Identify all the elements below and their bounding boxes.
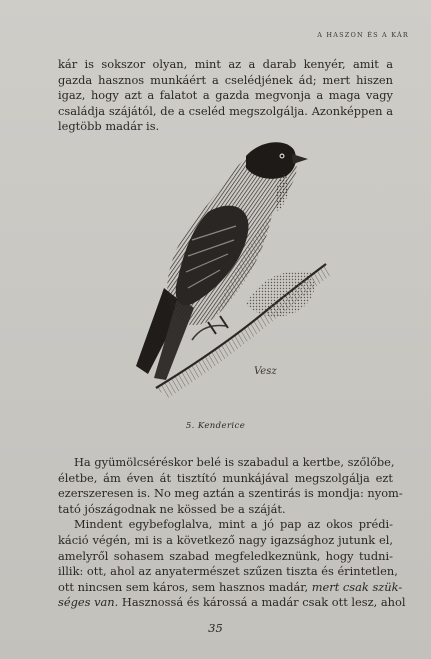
emphasis-text: mert csak szük-	[311, 579, 403, 594]
text-line: tató jószágodnak ne kössed be a száját.	[58, 501, 286, 516]
text-line	[58, 579, 403, 596]
text-line: amelyről sohasem szabad megfeledkeznünk, hogy tudni-	[58, 548, 393, 563]
page-number: 35	[208, 621, 223, 635]
branch-foliage	[246, 271, 314, 317]
text-line: igaz, hogy azt a falatot a gazda megvonja a maga vagy	[58, 88, 393, 103]
text-line: illik: ott, ahol az anyatermészet szűzen tiszta és érintetlen,	[58, 564, 398, 579]
text-line: ezerszeresen is. No meg aztán a szentirás is mondja: nyom-	[58, 486, 403, 501]
paragraph-body	[58, 455, 406, 611]
text-line: kár is sokszor olyan, mint az a darab kenyér, amit a	[58, 57, 393, 71]
figure-caption: 5. Kenderice	[185, 421, 246, 431]
text-line: családja szájától, de a cseléd megszolgálja. Azonképpen a	[58, 103, 393, 118]
bird-head	[246, 142, 296, 179]
text-line	[58, 595, 406, 611]
emphasis-text: séges van.	[58, 595, 119, 610]
text-line: életbe, ám éven át tisztító munkájával megszolgálja ezt	[58, 470, 393, 485]
text-line: Mindent egybefoglalva, mint a jó pap az okos prédi-	[74, 517, 393, 532]
illustrator-signature: Vesz	[254, 366, 277, 377]
paragraph-intro	[58, 57, 393, 135]
text-line: káció végén, mi is a következő nagy igazsághoz jutunk el,	[58, 532, 393, 547]
text-line: Ha gyümölcséréskor belé is szabadul a kertbe, szőlőbe,	[74, 455, 395, 469]
branch-twig	[192, 326, 226, 340]
text-run: ott nincsen sem káros, sem hasznos madár,	[58, 579, 312, 594]
text-run: Hasznossá és károssá a madár csak ott lesz, ahol	[118, 595, 406, 610]
running-head: A HASZON ÉS A KÁR	[317, 31, 409, 39]
bird-illustration	[96, 128, 346, 398]
bird-beak	[292, 154, 308, 164]
text-line: legtöbb madár is.	[58, 119, 160, 134]
text-line: gazda hasznos munkáért a cselédjének ád; mert hiszen	[58, 72, 393, 87]
